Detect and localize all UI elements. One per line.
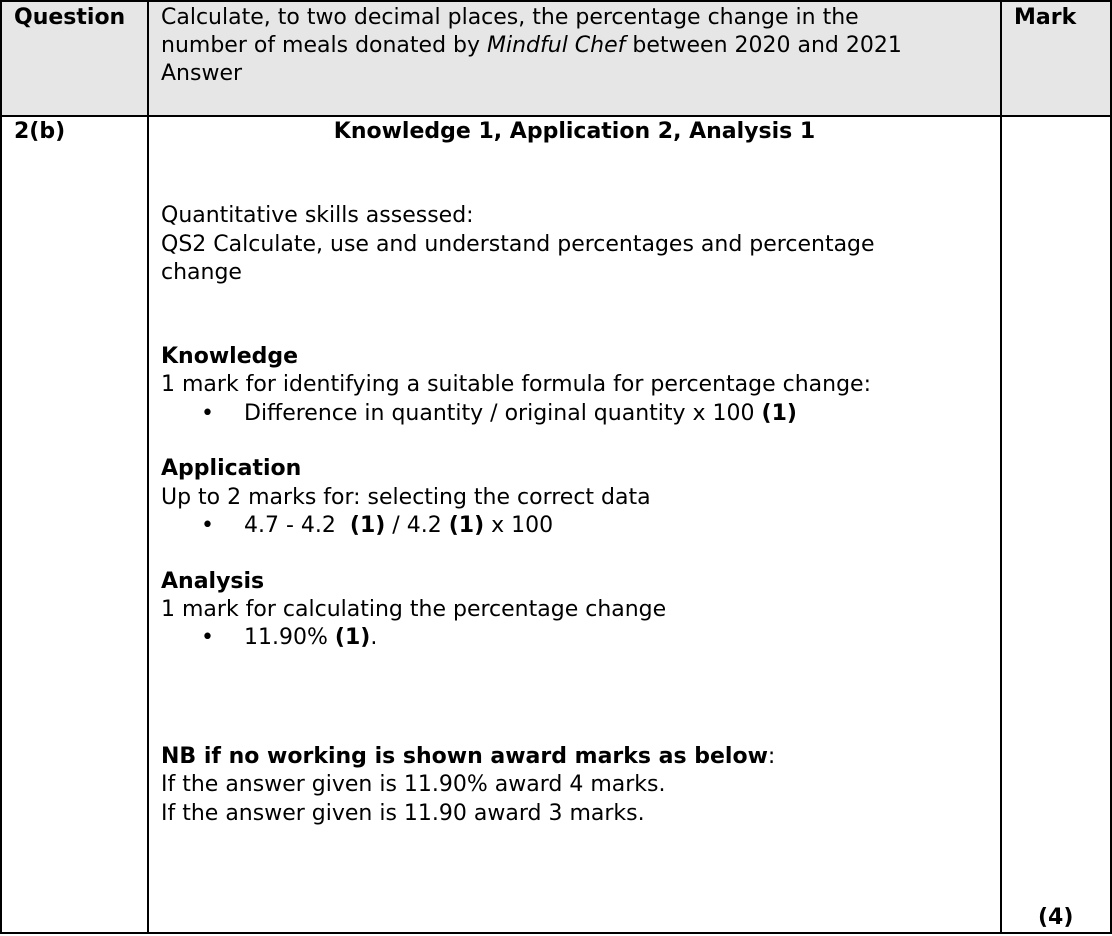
knowledge-text: 1 mark for identifying a suitable formula for percentage change: — [161, 372, 871, 397]
knowledge-bullet: Difference in quantity / original quantity x 100 (1) — [244, 401, 797, 426]
qs-intro: Quantitative skills assessed: — [161, 203, 474, 228]
nb-line-1: If the answer given is 11.90% award 4 marks. — [161, 772, 666, 797]
question-text-line-2: number of meals donated by Mindful Chef between 2020 and 2021 — [161, 33, 902, 58]
company-name: Mindful Chef — [487, 33, 626, 58]
application-heading: Application — [161, 456, 302, 481]
knowledge-heading: Knowledge — [161, 344, 299, 369]
table-border-header — [0, 115, 1112, 117]
table-border-left — [0, 0, 2, 934]
total-mark: (4) — [1038, 905, 1074, 930]
question-text-line-3: Answer — [161, 61, 243, 86]
qs-line-2: change — [161, 260, 242, 285]
header-question-label: Question — [14, 5, 126, 30]
application-bullet: 4.7 - 4.2 (1) / 4.2 (1) x 100 — [244, 513, 554, 538]
nb-line-2: If the answer given is 11.90 award 3 marks. — [161, 801, 645, 826]
qs-line-1: QS2 Calculate, use and understand percentages and percentage — [161, 232, 875, 257]
bullet-icon: • — [201, 401, 214, 426]
table-border-bottom — [0, 932, 1112, 934]
bullet-icon: • — [201, 625, 214, 650]
question-text-line-1: Calculate, to two decimal places, the percentage change in the — [161, 5, 859, 30]
bullet-icon: • — [201, 513, 214, 538]
application-text: Up to 2 marks for: selecting the correct data — [161, 485, 651, 510]
nb-heading: NB if no working is shown award marks as below: — [161, 744, 776, 769]
analysis-bullet: 11.90% (1). — [244, 625, 378, 650]
analysis-text: 1 mark for calculating the percentage change — [161, 597, 667, 622]
question-number: 2(b) — [14, 119, 66, 144]
header-mark-label: Mark — [1014, 5, 1077, 30]
analysis-heading: Analysis — [161, 569, 265, 594]
assessment-heading: Knowledge 1, Application 2, Analysis 1 — [333, 119, 816, 144]
table-border-top — [0, 0, 1112, 2]
